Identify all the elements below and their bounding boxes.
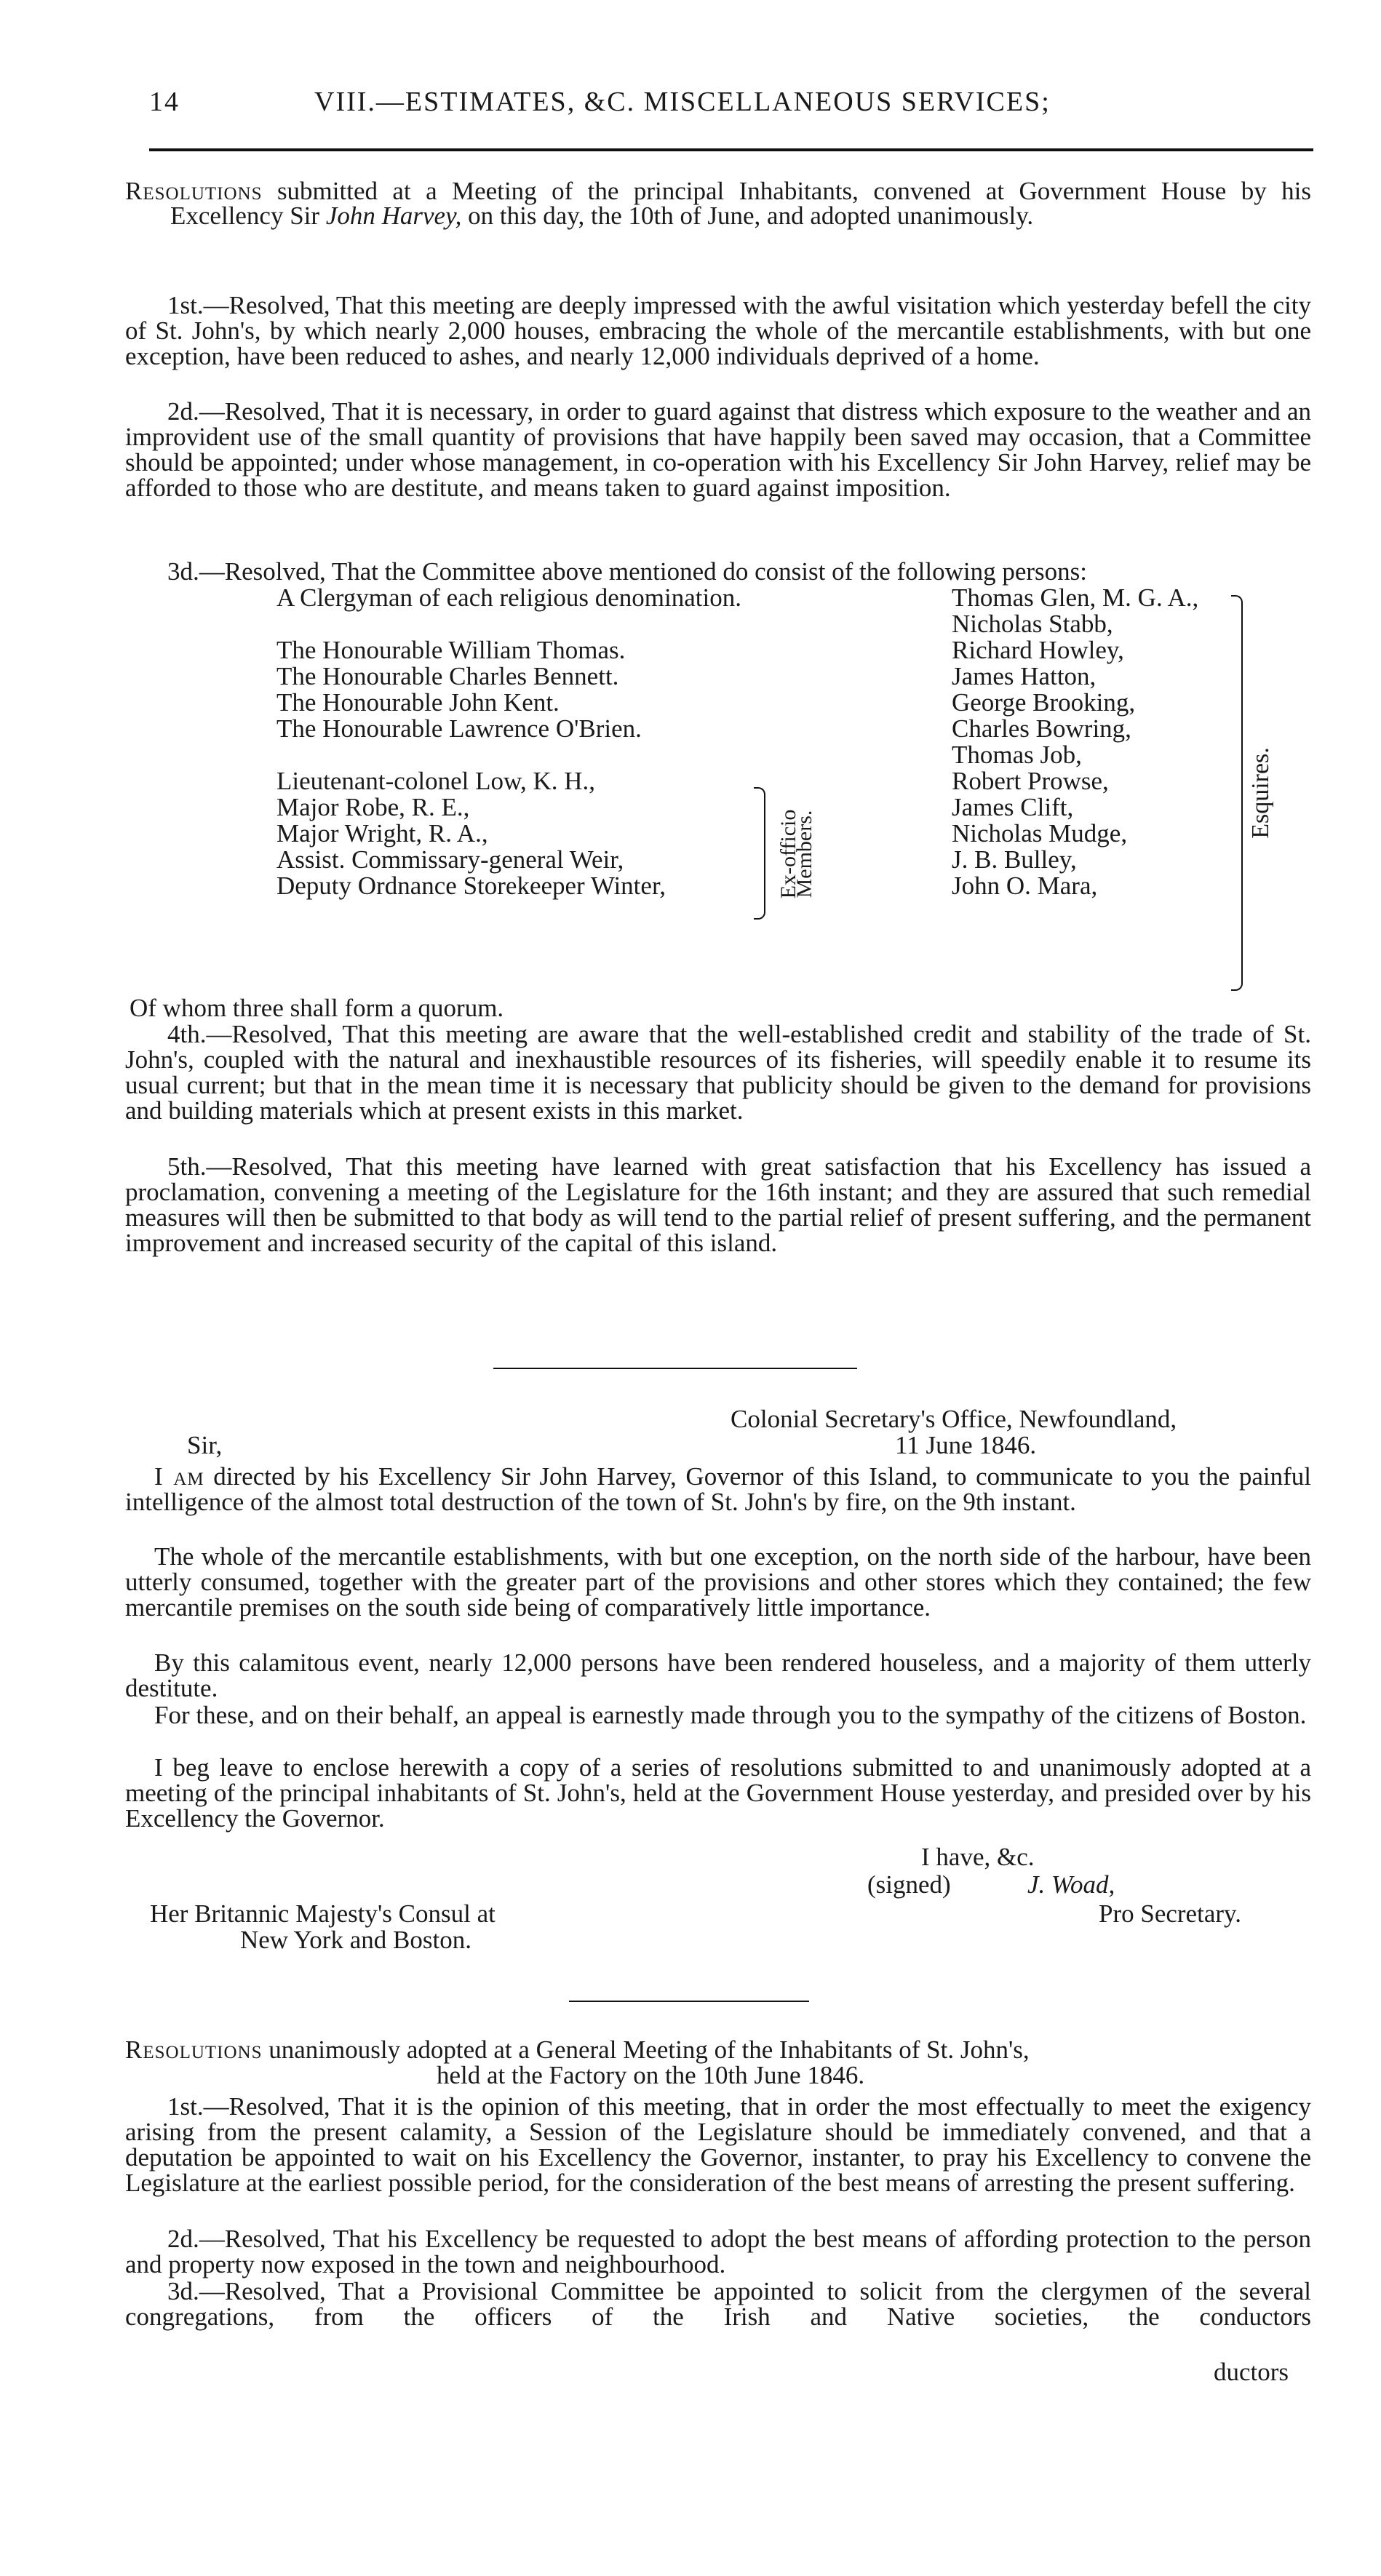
section-divider bbox=[493, 1368, 857, 1369]
quorum-line: Of whom three shall form a quorum. bbox=[130, 994, 504, 1022]
letter-date: 11 June 1846. bbox=[895, 1431, 1037, 1459]
letter-paragraph-5: I beg leave to enclose herewith a copy of a series of resolutions submitted to and unanimously adopted at a meeting of the principal inhabitants of St. John's, held at the Government House yesterday, and presided over by his Excellency the Governor. bbox=[125, 1753, 1311, 1833]
committee-member: Charles Bowring, bbox=[952, 714, 1131, 743]
committee-member: Richard Howley, bbox=[952, 636, 1124, 664]
esquires-brace bbox=[1231, 595, 1243, 991]
committee-member: The Honourable Lawrence O'Brien. bbox=[276, 714, 642, 743]
committee-member: The Honourable William Thomas. bbox=[276, 636, 626, 664]
letter-addressee-line-2: New York and Boston. bbox=[240, 1926, 471, 1954]
committee-member: Thomas Glen, M. G. A., bbox=[952, 583, 1199, 612]
letter-paragraph-3: By this calamitous event, nearly 12,000 persons have been rendered houseless, and a majority of them utterly destitute. bbox=[125, 1648, 1311, 1702]
committee-spacer bbox=[276, 611, 741, 637]
letter-signer: J. Woad, bbox=[1027, 1870, 1115, 1899]
committee-left-list bbox=[276, 585, 741, 899]
page-number: 14 bbox=[149, 87, 180, 117]
letter-signer-title: Pro Secretary. bbox=[1099, 1899, 1241, 1928]
resolution-2d: 2d.—Resolved, That it is necessary, in order to guard against that distress which exposure to the weather and an improvident use of the small quantity of provisions that have happily been saved may occasion, that a Committee should be appointed; under whose management, in co-operation with his Excellency Sir John Harvey, relief may be afforded to those who are destitute, and means taken to guard against imposition. bbox=[125, 397, 1311, 502]
committee-member: Major Robe, R. E., bbox=[276, 793, 470, 821]
committee-member: The Honourable John Kent. bbox=[276, 688, 560, 717]
resolution-3d: 3d.—Resolved, That the Committee above mentioned do consist of the following persons: bbox=[167, 557, 1088, 586]
committee-member: Nicholas Stabb, bbox=[952, 610, 1113, 638]
resolutions-intro: Resolutions submitted at a Meeting of the principal Inhabitants, convened at Government House by his Excellency Sir John Harvey, on this day, the 10th of June, and adopted unanimously. bbox=[125, 177, 1311, 230]
committee-member: Deputy Ordnance Storekeeper Winter, bbox=[276, 872, 666, 900]
committee-right-list bbox=[952, 585, 1198, 899]
letter-signed: (signed) bbox=[867, 1870, 951, 1899]
committee-member: J. B. Bulley, bbox=[952, 845, 1077, 874]
ex-officio-brace bbox=[754, 787, 765, 920]
second-resolution-2d: 2d.—Resolved, That his Excellency be requested to adopt the best means of affording protection to the person and property now exposed in the town and neighbourhood. bbox=[125, 2225, 1311, 2278]
second-resolution-1st: 1st.—Resolved, That it is the opinion of this meeting, that in order the most effectually to meet the exigency arising from the present calamity, a Session of the Legislature should be immediately convened, and that a deputation be appointed to wait on his Excellency the Governor, instanter, to pray his Excellency to convene the Legislature at the earliest possible period, for the consideration of the best means of arresting the present suffering. bbox=[125, 2092, 1311, 2197]
resolution-4th: 4th.—Resolved, That this meeting are aware that the well-established credit and stability of the trade of St. John's, coupled with the natural and inexhaustible resources of its fisheries, will speedily enable it to resume its usual current; but that in the mean time it is necessary that publicity should be given to the demand for provisions and building materials which at present exists in this market. bbox=[125, 1020, 1311, 1125]
catchword: ductors bbox=[1214, 2358, 1289, 2386]
running-title: VIII.—ESTIMATES, &C. MISCELLANEOUS SERVICES; bbox=[314, 87, 1051, 117]
letter-addressee-line-1: Her Britannic Majesty's Consul at bbox=[150, 1899, 496, 1928]
committee-member: A Clergyman of each religious denomination. bbox=[276, 583, 741, 612]
letter-paragraph-2: The whole of the mercantile establishments, with but one exception, on the north side of the harbour, have been utterly consumed, together with the greater part of the provisions and other stores which they contained; the few mercantile premises on the south side being of comparatively little importance. bbox=[125, 1542, 1311, 1622]
esquires-label: Esquires. bbox=[1247, 747, 1274, 839]
letter-office: Colonial Secretary's Office, Newfoundland, bbox=[731, 1405, 1177, 1433]
committee-member: Assist. Commissary-general Weir, bbox=[276, 845, 624, 874]
ex-officio-label: Ex-officio Members. bbox=[776, 809, 816, 899]
section-divider bbox=[569, 2001, 809, 2002]
letter-paragraph-1: I am directed by his Excellency Sir John Harvey, Governor of this Island, to communicate to you the painful intelligence of the almost total destruction of the town of St. John's by fire, on the 9th instant. bbox=[125, 1462, 1311, 1516]
resolution-1st: 1st.—Resolved, That this meeting are deeply impressed with the awful visitation which yesterday befell the city of St. John's, by which nearly 2,000 houses, embracing the whole of the mercantile establishments, with but one exception, have been reduced to ashes, and nearly 12,000 individuals deprived of a home. bbox=[125, 291, 1311, 370]
committee-member: Major Wright, R. A., bbox=[276, 819, 488, 848]
committee-member: Thomas Job, bbox=[952, 741, 1082, 769]
resolution-5th: 5th.—Resolved, That this meeting have learned with great satisfaction that his Excellency has issued a proclamation, convening a meeting of the Legislature for the 16th instant; and they are assured that such remedial measures will then be submitted to that body as will tend to the partial relief of present suffering, and the permanent improvement and increased security of the capital of this island. bbox=[125, 1152, 1311, 1257]
committee-member: John O. Mara, bbox=[952, 872, 1098, 900]
second-resolution-3d: 3d.—Resolved, That a Provisional Committee be appointed to solicit from the clergymen of the several congregations, from the officers of the Irish and Native societies, the conductors bbox=[125, 2277, 1311, 2331]
letter-closing: I have, &c. bbox=[921, 1843, 1035, 1871]
committee-member: The Honourable Charles Bennett. bbox=[276, 662, 619, 690]
committee-member: George Brooking, bbox=[952, 688, 1136, 717]
second-resolutions-intro: Resolutions unanimously adopted at a General Meeting of the Inhabitants of St. John's, bbox=[125, 2035, 1030, 2064]
letter-paragraph-4: For these, and on their behalf, an appeal is earnestly made through you to the sympathy of the citizens of Boston. bbox=[154, 1701, 1307, 1729]
committee-member: Nicholas Mudge, bbox=[952, 819, 1128, 848]
committee-member: James Clift, bbox=[952, 793, 1074, 821]
committee-member: Robert Prowse, bbox=[952, 767, 1109, 795]
header-rule bbox=[149, 148, 1313, 151]
committee-spacer bbox=[276, 742, 741, 768]
committee-member: Lieutenant-colonel Low, K. H., bbox=[276, 767, 596, 795]
committee-member: James Hatton, bbox=[952, 662, 1097, 690]
letter-salutation: Sir, bbox=[187, 1431, 223, 1459]
second-resolutions-intro-cont: held at the Factory on the 10th June 1846. bbox=[437, 2061, 865, 2089]
